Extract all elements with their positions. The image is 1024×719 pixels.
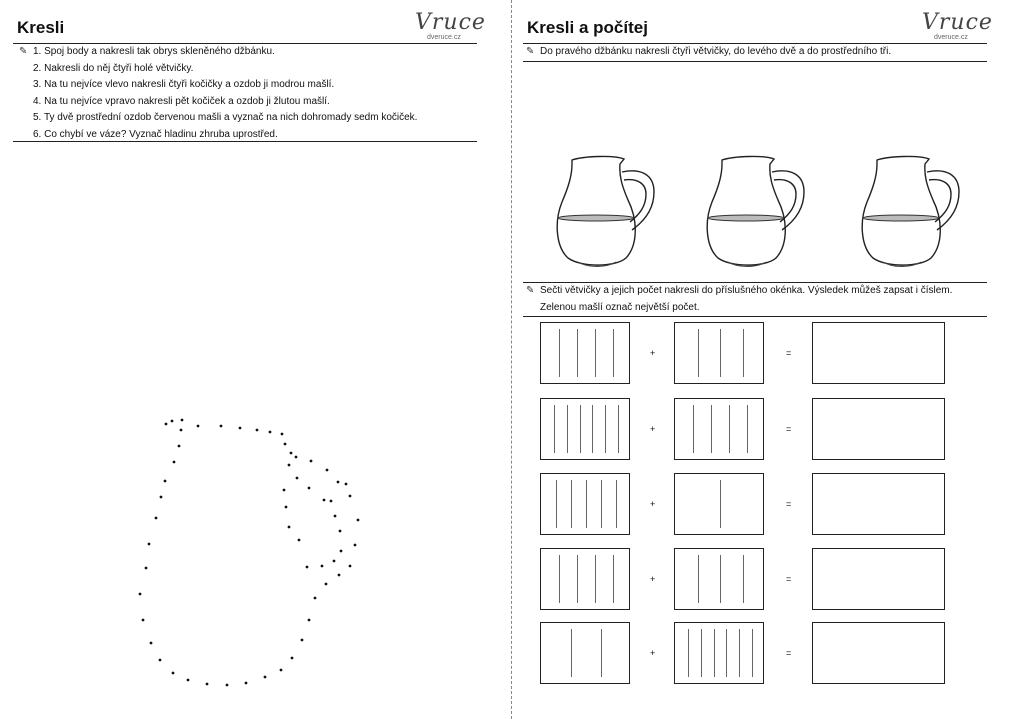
instruction-item: 2. Nakresli do něj čtyři holé větvičky. <box>33 62 194 74</box>
dot <box>165 423 168 426</box>
jug-icon <box>862 156 959 266</box>
answer-box[interactable] <box>812 322 945 384</box>
twig-stick <box>714 629 715 677</box>
dot <box>171 420 174 423</box>
plus-sign: + <box>650 648 656 658</box>
dot <box>280 669 283 672</box>
dot <box>283 489 286 492</box>
twig-stick <box>577 329 578 377</box>
dot <box>284 443 287 446</box>
dot <box>220 425 223 428</box>
page-divider <box>511 0 512 719</box>
twig-stick <box>701 629 702 677</box>
addend-box <box>674 322 764 384</box>
twig-stick <box>693 405 694 453</box>
instruction-item: 5. Ty dvě prostřední ozdob červenou mašli a vyznač na nich dohromady sedm kočiček. <box>33 112 418 123</box>
twig-stick <box>571 480 572 528</box>
pencil-icon: ✎ <box>19 46 28 57</box>
dot <box>142 619 145 622</box>
dot <box>181 419 184 422</box>
logo <box>912 10 993 46</box>
dot <box>245 682 248 685</box>
logo-url: dveruce.cz <box>934 34 968 41</box>
dot <box>159 659 162 662</box>
equals-sign: = <box>786 574 792 584</box>
dot <box>281 433 284 436</box>
addend-box <box>674 398 764 460</box>
dot <box>264 676 267 679</box>
twig-stick <box>747 405 748 453</box>
dot <box>301 639 304 642</box>
dot <box>206 683 209 686</box>
twig-stick <box>613 555 614 603</box>
twig-stick <box>605 405 606 453</box>
dot <box>308 619 311 622</box>
dot <box>150 642 153 645</box>
jug-icon <box>707 156 804 266</box>
dot <box>314 597 317 600</box>
dot <box>308 487 311 490</box>
dot <box>139 593 142 596</box>
twig-stick <box>739 629 740 677</box>
page-title: Kresli a počítej <box>527 18 648 37</box>
plus-sign: + <box>650 424 656 434</box>
dot <box>269 431 272 434</box>
dot <box>333 560 336 563</box>
twig-stick <box>595 329 596 377</box>
dot <box>339 530 342 533</box>
twig-stick <box>698 329 699 377</box>
dot <box>288 464 291 467</box>
left-page <box>0 0 510 719</box>
dot <box>256 429 259 432</box>
equals-sign: = <box>786 348 792 358</box>
dot <box>321 565 324 568</box>
twig-stick <box>580 405 581 453</box>
dot <box>298 539 301 542</box>
plus-sign: + <box>650 499 656 509</box>
dot <box>197 425 200 428</box>
dot <box>187 679 190 682</box>
twig-stick <box>595 555 596 603</box>
equals-sign: = <box>786 424 792 434</box>
addend-box <box>540 398 630 460</box>
dot <box>345 483 348 486</box>
twig-stick <box>567 405 568 453</box>
dot <box>288 526 291 529</box>
twig-stick <box>743 329 744 377</box>
logo-url: dveruce.cz <box>427 34 461 41</box>
dot <box>173 461 176 464</box>
twig-stick <box>559 555 560 603</box>
twig-stick <box>688 629 689 677</box>
twig-stick <box>618 405 619 453</box>
twig-stick <box>729 405 730 453</box>
twig-stick <box>601 480 602 528</box>
answer-box[interactable] <box>812 398 945 460</box>
dot <box>160 496 163 499</box>
dot <box>180 429 183 432</box>
twig-stick <box>616 480 617 528</box>
twig-stick <box>571 629 572 677</box>
logo-script: Vruce <box>415 10 486 35</box>
twig-stick <box>698 555 699 603</box>
dot <box>349 495 352 498</box>
twig-stick <box>743 555 744 603</box>
twig-stick <box>554 405 555 453</box>
dot <box>337 481 340 484</box>
plus-sign: + <box>650 348 656 358</box>
instruction-item: 4. Na tu nejvíce vpravo nakresli pět kočiček a ozdob ji žlutou mašlí. <box>33 95 330 107</box>
answer-box[interactable] <box>812 622 945 684</box>
twig-stick <box>592 405 593 453</box>
task-2-rule <box>523 316 987 317</box>
twig-stick <box>720 480 721 528</box>
plus-sign: + <box>650 574 656 584</box>
dot <box>226 684 229 687</box>
dot-to-dot-jug <box>0 0 510 719</box>
twig-stick <box>613 329 614 377</box>
twig-stick <box>711 405 712 453</box>
dot <box>325 583 328 586</box>
answer-box[interactable] <box>812 548 945 610</box>
addend-box <box>540 548 630 610</box>
dot <box>239 427 242 430</box>
instruction-item: ✎ 1. Spoj body a nakresli tak obrys skleněného džbánku. <box>19 44 417 61</box>
equals-sign: = <box>786 648 792 658</box>
twig-stick <box>556 480 557 528</box>
twig-stick <box>726 629 727 677</box>
dot <box>155 517 158 520</box>
logo-script: Vruce <box>922 10 993 35</box>
dot <box>340 550 343 553</box>
dot <box>357 519 360 522</box>
dot <box>338 574 341 577</box>
addend-box <box>674 622 764 684</box>
dot <box>148 543 151 546</box>
dot <box>354 544 357 547</box>
dot <box>310 460 313 463</box>
pencil-icon: ✎ <box>526 285 535 296</box>
dot <box>164 480 167 483</box>
dot <box>285 506 288 509</box>
dot <box>295 456 298 459</box>
jug-illustrations <box>514 150 1024 275</box>
task-1-rule <box>523 61 987 62</box>
twig-stick <box>577 555 578 603</box>
dot <box>145 567 148 570</box>
addend-box <box>540 322 630 384</box>
task-2: ✎ Sečti větvičky a jejich počet nakresli do příslušného okénka. Výsledek můžeš zapsat i číslem. Zelenou mašlí označ největší počet. <box>526 285 953 313</box>
answer-box[interactable] <box>812 473 945 535</box>
right-page <box>514 0 1024 719</box>
dot <box>349 565 352 568</box>
twig-stick <box>559 329 560 377</box>
twig-stick <box>601 629 602 677</box>
pencil-icon: ✎ <box>526 46 535 57</box>
dot <box>290 452 293 455</box>
twig-stick <box>752 629 753 677</box>
instruction-item: 3. Na tu nejvíce vlevo nakresli čtyři kočičky a ozdob ji modrou mašlí. <box>33 79 335 90</box>
instruction-item: 6. Co chybí ve váze? Vyznač hladinu zhruba uprostřed. <box>33 128 278 140</box>
addend-box <box>674 473 764 535</box>
dot <box>326 469 329 472</box>
twig-stick <box>720 329 721 377</box>
jug-icon <box>557 156 654 266</box>
twig-stick <box>586 480 587 528</box>
addend-box <box>674 548 764 610</box>
dot <box>330 500 333 503</box>
dot <box>306 566 309 569</box>
addend-box <box>540 473 630 535</box>
task-1: ✎ Do pravého džbánku nakresli čtyři větvičky, do levého dvě a do prostředního tři. <box>526 44 891 61</box>
dot <box>172 672 175 675</box>
dot <box>296 477 299 480</box>
page-title: Kresli <box>17 18 65 37</box>
dot <box>291 657 294 660</box>
dot <box>334 515 337 518</box>
twig-stick <box>720 555 721 603</box>
equals-sign: = <box>786 499 792 509</box>
dot <box>323 499 326 502</box>
addend-box <box>540 622 630 684</box>
dot <box>178 445 181 448</box>
